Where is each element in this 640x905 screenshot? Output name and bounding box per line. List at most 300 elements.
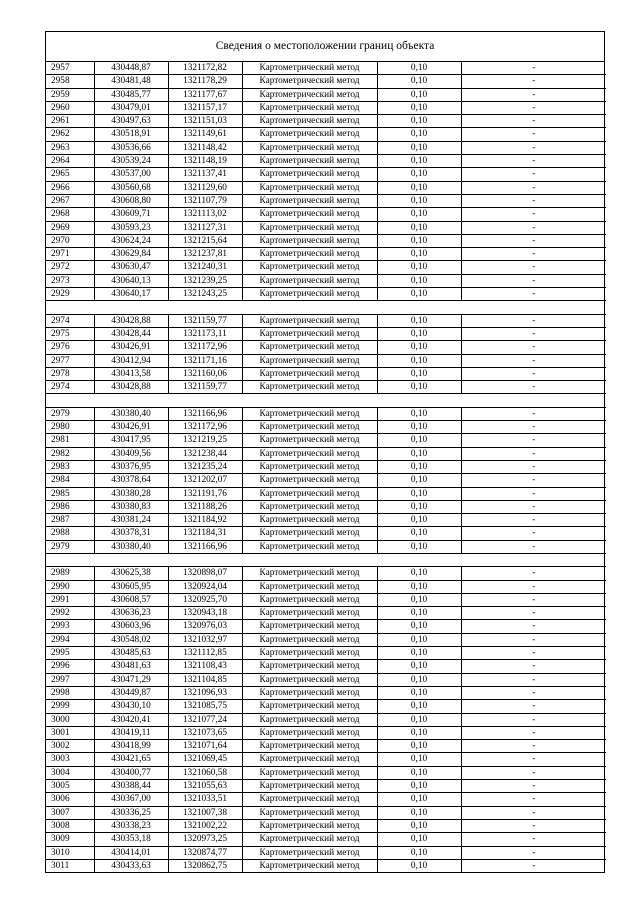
point-number-cell: 3006 — [46, 793, 94, 806]
coord-y-cell: 1321243,25 — [168, 288, 242, 301]
method-cell: Картометрический метод — [242, 780, 377, 793]
point-number-cell: 2959 — [46, 88, 94, 101]
method-cell: Картометрический метод — [242, 194, 377, 207]
table-row — [46, 700, 606, 713]
coord-x-cell: 430471,29 — [94, 673, 168, 686]
method-cell: Картометрический метод — [242, 793, 377, 806]
coord-y-cell: 1320862,75 — [168, 859, 242, 872]
precision-cell: 0,10 — [377, 740, 461, 753]
method-cell: Картометрический метод — [242, 819, 377, 832]
coord-x-cell: 430636,23 — [94, 607, 168, 620]
method-cell: Картометрический метод — [242, 487, 377, 500]
precision-cell: 0,10 — [377, 128, 461, 141]
point-number-cell: 2982 — [46, 447, 94, 460]
point-number-cell: 2994 — [46, 633, 94, 646]
note-cell: - — [532, 860, 536, 871]
point-number-cell: 2967 — [46, 194, 94, 207]
note-cell: - — [461, 234, 606, 247]
table-row — [46, 514, 606, 527]
note-cell: - — [461, 593, 606, 606]
note-cell: - — [461, 753, 606, 766]
coord-x-cell: 430433,63 — [94, 859, 168, 872]
table-row — [46, 819, 606, 832]
note-cell: - — [461, 474, 606, 487]
table-row — [46, 806, 606, 819]
method-cell: Картометрический метод — [242, 434, 377, 447]
point-number-cell: 2957 — [46, 62, 94, 75]
note-cell: - — [461, 288, 606, 301]
precision-cell: 0,10 — [377, 567, 461, 580]
method-cell: Картометрический метод — [242, 128, 377, 141]
note-cell: - — [461, 421, 606, 434]
group-separator — [46, 553, 606, 566]
precision-cell: 0,10 — [377, 421, 461, 434]
table-row — [46, 354, 606, 367]
point-number-cell: 2979 — [46, 407, 94, 420]
note-cell: - — [461, 686, 606, 699]
note-cell: - — [461, 181, 606, 194]
table-row — [46, 261, 606, 274]
point-number-cell: 2960 — [46, 101, 94, 114]
method-cell: Картометрический метод — [242, 248, 377, 261]
precision-cell: 0,10 — [377, 208, 461, 221]
point-number-cell: 2966 — [46, 181, 94, 194]
method-cell: Картометрический метод — [242, 647, 377, 660]
point-number-cell: 3002 — [46, 740, 94, 753]
table-row — [46, 753, 606, 766]
coord-y-cell: 1321215,64 — [168, 234, 242, 247]
method-cell: Картометрический метод — [242, 633, 377, 646]
point-number-cell: 3010 — [46, 846, 94, 859]
coord-y-cell: 1321178,29 — [168, 75, 242, 88]
method-cell: Картометрический метод — [242, 181, 377, 194]
coord-y-cell: 1321096,93 — [168, 686, 242, 699]
method-cell: Картометрический метод — [242, 740, 377, 753]
point-number-cell: 2965 — [46, 168, 94, 181]
precision-cell: 0,10 — [377, 168, 461, 181]
coord-y-cell: 1321171,16 — [168, 354, 242, 367]
method-cell: Картометрический метод — [242, 500, 377, 513]
table-row — [46, 434, 606, 447]
precision-cell: 0,10 — [377, 101, 461, 114]
coord-x-cell: 430430,10 — [94, 700, 168, 713]
method-cell: Картометрический метод — [242, 115, 377, 128]
note-cell: - — [461, 580, 606, 593]
note-cell: - — [461, 115, 606, 128]
point-number-cell: 2929 — [46, 288, 94, 301]
method-cell: Картометрический метод — [242, 753, 377, 766]
note-cell: - — [461, 248, 606, 261]
table-row — [46, 474, 606, 487]
note-cell: - — [461, 274, 606, 287]
coord-x-cell: 430630,47 — [94, 261, 168, 274]
precision-cell: 0,10 — [377, 261, 461, 274]
precision-cell: 0,10 — [377, 700, 461, 713]
note-cell: - — [461, 168, 606, 181]
coord-x-cell: 430409,56 — [94, 447, 168, 460]
method-cell: Картометрический метод — [242, 766, 377, 779]
coord-y-cell: 1321184,92 — [168, 514, 242, 527]
precision-cell: 0,10 — [377, 354, 461, 367]
method-cell: Картометрический метод — [242, 75, 377, 88]
coord-x-cell: 430481,48 — [94, 75, 168, 88]
point-number-cell: 2978 — [46, 367, 94, 380]
point-number-cell: 2973 — [46, 274, 94, 287]
precision-cell: 0,10 — [377, 806, 461, 819]
method-cell: Картометрический метод — [242, 288, 377, 301]
precision-cell: 0,10 — [377, 686, 461, 699]
method-cell: Картометрический метод — [242, 540, 377, 553]
coord-x-cell: 430481,63 — [94, 660, 168, 673]
note-cell: - — [461, 434, 606, 447]
point-number-cell: 2971 — [46, 248, 94, 261]
precision-cell: 0,10 — [377, 593, 461, 606]
precision-cell: 0,10 — [377, 819, 461, 832]
method-cell: Картометрический метод — [242, 833, 377, 846]
coord-x-cell: 430400,77 — [94, 766, 168, 779]
point-number-cell: 2961 — [46, 115, 94, 128]
point-number-cell: 2995 — [46, 647, 94, 660]
note-cell: - — [461, 700, 606, 713]
precision-cell: 0,10 — [377, 780, 461, 793]
group-separator-cell — [46, 394, 606, 407]
note-cell: - — [461, 194, 606, 207]
table-row — [46, 128, 606, 141]
coord-y-cell: 1320924,04 — [168, 580, 242, 593]
coord-y-cell: 1321151,03 — [168, 115, 242, 128]
method-cell: Картометрический метод — [242, 580, 377, 593]
table-row — [46, 487, 606, 500]
note-cell: - — [461, 806, 606, 819]
coord-y-cell: 1321002,22 — [168, 819, 242, 832]
method-cell: Картометрический метод — [242, 607, 377, 620]
coord-y-cell: 1321172,96 — [168, 421, 242, 434]
coord-y-cell: 1321069,45 — [168, 753, 242, 766]
group-separator — [46, 394, 606, 407]
point-number-cell: 3009 — [46, 833, 94, 846]
precision-cell: 0,10 — [377, 327, 461, 340]
table-row — [46, 194, 606, 207]
table-row — [46, 500, 606, 513]
table-row — [46, 673, 606, 686]
point-number-cell: 2975 — [46, 327, 94, 340]
precision-cell: 0,10 — [377, 181, 461, 194]
note-cell: - — [461, 75, 606, 88]
note-cell: - — [461, 540, 606, 553]
method-cell: Картометрический метод — [242, 686, 377, 699]
point-number-cell: 2999 — [46, 700, 94, 713]
note-cell: - — [461, 487, 606, 500]
method-cell: Картометрический метод — [242, 421, 377, 434]
note-cell: - — [461, 221, 606, 234]
note-cell: - — [461, 833, 606, 846]
coord-y-cell: 1321007,38 — [168, 806, 242, 819]
coord-y-cell: 1321166,96 — [168, 540, 242, 553]
table-row — [46, 660, 606, 673]
coord-x-cell: 430449,87 — [94, 686, 168, 699]
group-separator-cell — [46, 301, 606, 314]
precision-cell: 0,10 — [377, 540, 461, 553]
coordinates-table-body — [46, 62, 606, 872]
precision-cell: 0,10 — [377, 141, 461, 154]
precision-cell: 0,10 — [377, 527, 461, 540]
coord-x-cell: 430608,80 — [94, 194, 168, 207]
point-number-cell: 2969 — [46, 221, 94, 234]
point-number-cell: 2992 — [46, 607, 94, 620]
point-number-cell: 2979 — [46, 540, 94, 553]
coord-y-cell: 1321191,76 — [168, 487, 242, 500]
point-number-cell: 3005 — [46, 780, 94, 793]
coord-y-cell: 1321107,79 — [168, 194, 242, 207]
coord-x-cell: 430640,17 — [94, 288, 168, 301]
table-row — [46, 859, 606, 872]
point-number-cell: 2970 — [46, 234, 94, 247]
precision-cell: 0,10 — [377, 381, 461, 394]
coord-y-cell: 1321177,67 — [168, 88, 242, 101]
table-row — [46, 686, 606, 699]
method-cell: Картометрический метод — [242, 208, 377, 221]
table-row — [46, 421, 606, 434]
note-cell: - — [461, 766, 606, 779]
coord-x-cell: 430603,96 — [94, 620, 168, 633]
table-row — [46, 208, 606, 221]
point-number-cell: 2990 — [46, 580, 94, 593]
point-number-cell: 2997 — [46, 673, 94, 686]
coord-x-cell: 430418,99 — [94, 740, 168, 753]
coord-y-cell: 1321202,07 — [168, 474, 242, 487]
coord-x-cell: 430479,01 — [94, 101, 168, 114]
point-number-cell: 2986 — [46, 500, 94, 513]
note-cell: - — [461, 527, 606, 540]
note-cell: - — [461, 341, 606, 354]
note-cell: - — [461, 62, 606, 75]
method-cell: Картометрический метод — [242, 314, 377, 327]
method-cell: Картометрический метод — [242, 846, 377, 859]
coord-y-cell: 1321166,96 — [168, 407, 242, 420]
precision-cell: 0,10 — [377, 75, 461, 88]
coord-x-cell: 430537,00 — [94, 168, 168, 181]
point-number-cell: 2968 — [46, 208, 94, 221]
coord-x-cell: 430419,11 — [94, 726, 168, 739]
note-cell: - — [461, 500, 606, 513]
coord-x-cell: 430497,63 — [94, 115, 168, 128]
table-row — [46, 447, 606, 460]
point-number-cell: 2976 — [46, 341, 94, 354]
coord-y-cell: 1321127,31 — [168, 221, 242, 234]
coord-y-cell: 1321113,02 — [168, 208, 242, 221]
point-number-cell: 2958 — [46, 75, 94, 88]
precision-cell: 0,10 — [377, 673, 461, 686]
method-cell: Картометрический метод — [242, 726, 377, 739]
table-row — [46, 460, 606, 473]
method-cell: Картометрический метод — [242, 341, 377, 354]
note-cell: - — [461, 660, 606, 673]
coord-y-cell: 1321159,77 — [168, 381, 242, 394]
table-row — [46, 181, 606, 194]
note-cell: - — [461, 367, 606, 380]
coord-y-cell: 1321159,77 — [168, 314, 242, 327]
coord-x-cell: 430485,63 — [94, 647, 168, 660]
method-cell: Картометрический метод — [242, 673, 377, 686]
precision-cell: 0,10 — [377, 487, 461, 500]
note-cell: - — [461, 141, 606, 154]
coord-x-cell: 430380,28 — [94, 487, 168, 500]
note-cell: - — [461, 793, 606, 806]
table-row — [46, 381, 606, 394]
table-row — [46, 833, 606, 846]
note-cell: - — [461, 780, 606, 793]
coord-y-cell: 1321188,26 — [168, 500, 242, 513]
coord-x-cell: 430560,68 — [94, 181, 168, 194]
table-row — [46, 540, 606, 553]
coord-x-cell: 430605,95 — [94, 580, 168, 593]
coord-x-cell: 430428,88 — [94, 381, 168, 394]
method-cell: Картометрический метод — [242, 234, 377, 247]
point-number-cell: 2987 — [46, 514, 94, 527]
coord-y-cell: 1321104,85 — [168, 673, 242, 686]
precision-cell: 0,10 — [377, 846, 461, 859]
coord-x-cell: 430417,95 — [94, 434, 168, 447]
precision-cell: 0,10 — [377, 407, 461, 420]
coord-x-cell: 430640,13 — [94, 274, 168, 287]
precision-cell: 0,10 — [377, 234, 461, 247]
note-cell: - — [461, 101, 606, 114]
point-number-cell: 2963 — [46, 141, 94, 154]
method-cell: Картометрический метод — [242, 474, 377, 487]
coord-y-cell: 1321238,44 — [168, 447, 242, 460]
coord-y-cell: 1320874,77 — [168, 846, 242, 859]
coord-y-cell: 1320976,03 — [168, 620, 242, 633]
method-cell: Картометрический метод — [242, 447, 377, 460]
method-cell: Картометрический метод — [242, 527, 377, 540]
note-cell: - — [461, 208, 606, 221]
point-number-cell: 3003 — [46, 753, 94, 766]
method-cell: Картометрический метод — [242, 101, 377, 114]
method-cell: Картометрический метод — [242, 221, 377, 234]
table-row — [46, 620, 606, 633]
precision-cell: 0,10 — [377, 460, 461, 473]
coord-y-cell: 1321235,24 — [168, 460, 242, 473]
coord-x-cell: 430428,44 — [94, 327, 168, 340]
precision-cell: 0,10 — [377, 660, 461, 673]
note-cell: - — [461, 567, 606, 580]
coord-x-cell: 430485,77 — [94, 88, 168, 101]
point-number-cell: 2993 — [46, 620, 94, 633]
note-cell: - — [461, 460, 606, 473]
coord-y-cell: 1321239,25 — [168, 274, 242, 287]
point-number-cell: 2977 — [46, 354, 94, 367]
table-row — [46, 580, 606, 593]
coord-y-cell: 1321184,31 — [168, 527, 242, 540]
coord-y-cell: 1321172,96 — [168, 341, 242, 354]
table-row — [46, 766, 606, 779]
coord-y-cell: 1321137,41 — [168, 168, 242, 181]
table-row — [46, 527, 606, 540]
coord-y-cell: 1320973,25 — [168, 833, 242, 846]
coord-y-cell: 1321148,19 — [168, 155, 242, 168]
coord-y-cell: 1321157,17 — [168, 101, 242, 114]
point-number-cell: 2964 — [46, 155, 94, 168]
group-separator-cell — [46, 553, 606, 566]
point-number-cell: 2972 — [46, 261, 94, 274]
precision-cell: 0,10 — [377, 288, 461, 301]
table-row — [46, 593, 606, 606]
coord-x-cell: 430428,88 — [94, 314, 168, 327]
method-cell: Картометрический метод — [242, 168, 377, 181]
note-cell: - — [461, 673, 606, 686]
table-row — [46, 327, 606, 340]
coord-x-cell: 430388,44 — [94, 780, 168, 793]
precision-cell: 0,10 — [377, 447, 461, 460]
precision-cell: 0,10 — [377, 726, 461, 739]
table-row — [46, 168, 606, 181]
note-cell: - — [461, 726, 606, 739]
table-row — [46, 62, 606, 75]
method-cell: Картометрический метод — [242, 155, 377, 168]
sheet-title: Сведения о местоположении границ объекта — [46, 32, 604, 62]
method-cell: Картометрический метод — [242, 62, 377, 75]
point-number-cell: 2962 — [46, 128, 94, 141]
coord-x-cell: 430608,57 — [94, 593, 168, 606]
point-number-cell: 2996 — [46, 660, 94, 673]
coord-x-cell: 430338,23 — [94, 819, 168, 832]
table-row — [46, 647, 606, 660]
note-cell: - — [461, 381, 606, 394]
coord-y-cell: 1321060,58 — [168, 766, 242, 779]
note-cell: - — [461, 407, 606, 420]
coord-x-cell: 430420,41 — [94, 713, 168, 726]
point-number-cell: 2989 — [46, 567, 94, 580]
point-number-cell: 2985 — [46, 487, 94, 500]
table-row — [46, 248, 606, 261]
precision-cell: 0,10 — [377, 833, 461, 846]
coord-y-cell: 1321219,25 — [168, 434, 242, 447]
table-row — [46, 607, 606, 620]
method-cell: Картометрический метод — [242, 274, 377, 287]
precision-cell: 0,10 — [377, 115, 461, 128]
method-cell: Картометрический метод — [242, 354, 377, 367]
coord-y-cell: 1321173,11 — [168, 327, 242, 340]
coord-x-cell: 430539,24 — [94, 155, 168, 168]
coordinates-table — [46, 62, 606, 872]
coord-y-cell: 1321108,43 — [168, 660, 242, 673]
coord-x-cell: 430380,40 — [94, 407, 168, 420]
coord-y-cell: 1321172,82 — [168, 62, 242, 75]
precision-cell: 0,10 — [377, 474, 461, 487]
point-number-cell: 2998 — [46, 686, 94, 699]
table-row — [46, 88, 606, 101]
note-cell: - — [461, 607, 606, 620]
method-cell: Картометрический метод — [242, 407, 377, 420]
coord-y-cell: 1320943,18 — [168, 607, 242, 620]
precision-cell: 0,10 — [377, 248, 461, 261]
coord-x-cell: 430609,71 — [94, 208, 168, 221]
point-number-cell: 2974 — [46, 314, 94, 327]
note-cell: - — [461, 327, 606, 340]
coord-y-cell: 1321073,65 — [168, 726, 242, 739]
coord-x-cell: 430536,66 — [94, 141, 168, 154]
note-cell: - — [461, 713, 606, 726]
method-cell: Картометрический метод — [242, 141, 377, 154]
precision-cell: 0,10 — [377, 88, 461, 101]
method-cell: Картометрический метод — [242, 660, 377, 673]
coord-x-cell: 430376,95 — [94, 460, 168, 473]
precision-cell: 0,10 — [377, 221, 461, 234]
precision-cell: 0,10 — [377, 434, 461, 447]
precision-cell: 0,10 — [377, 155, 461, 168]
coord-x-cell: 430380,40 — [94, 540, 168, 553]
coord-x-cell: 430421,65 — [94, 753, 168, 766]
